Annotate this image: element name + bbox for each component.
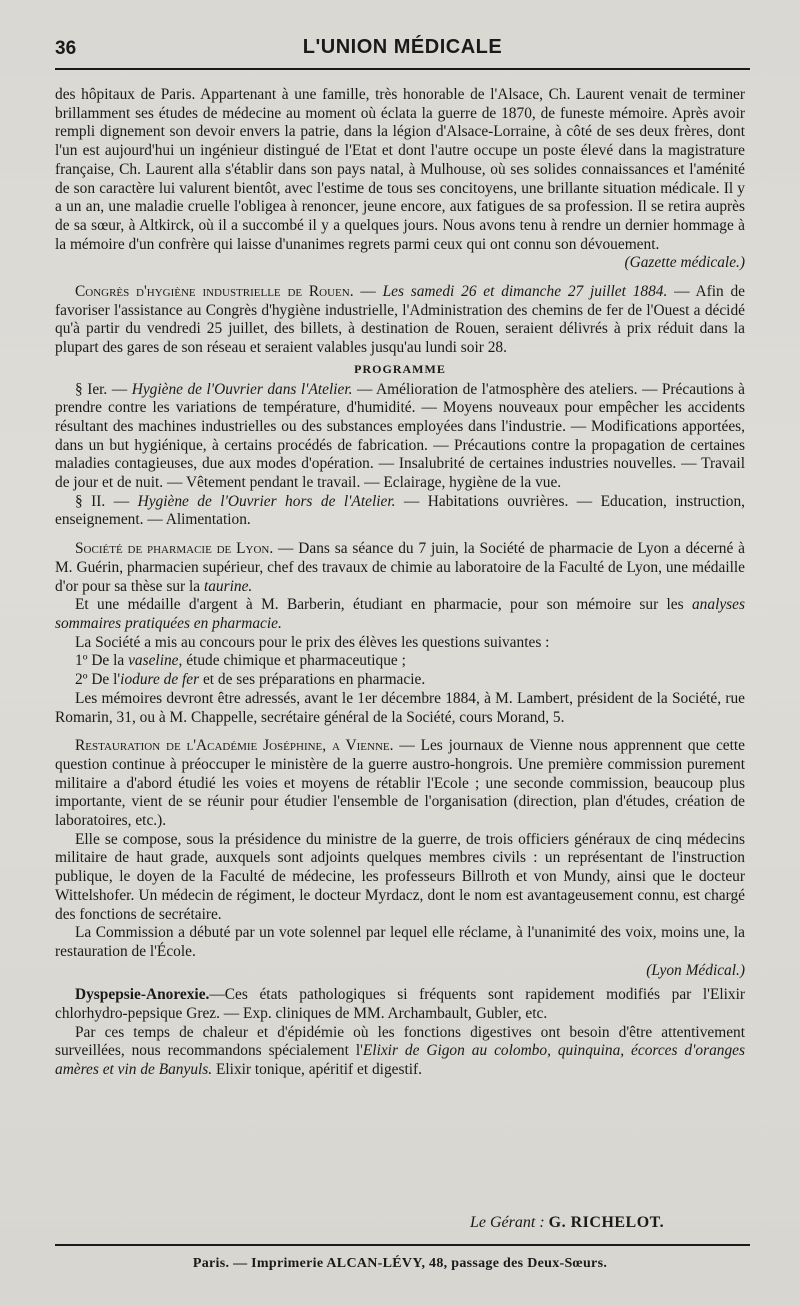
- section-2-body: — Habitations ouvrières. — Education, instruction, enseignement. — Alimentation.: [55, 492, 745, 529]
- q2-italic: iodure de fer: [120, 671, 200, 689]
- q2-rest: et de ses préparations en pharmacie.: [199, 671, 426, 689]
- lyon-p1: — Dans sa séance du 7 juin, la Société de pharmacie de Lyon a décerné à M. Guérin, pharmacien supérieur, chef des travaux de chimie au laboratoire de la Faculté de Lyon, une médaille d'or pour sa thèse sur la: [55, 540, 745, 595]
- obituary-citation: (Gazette médicale.): [624, 254, 745, 272]
- lyon-question-1: [55, 652, 745, 671]
- section-2-mark: § II.: [75, 492, 106, 510]
- gerant-signature: [470, 1214, 664, 1232]
- section-1: § Ier. — Hygiène de l'Ouvrier dans l'Atelier. — Amélioration de l'atmosphère des ateliers. — Précautions à prendre contre les variations de température, d'humidité. — Moyens nouveaux pour empêcher les accidents résultant des machines industrielles ou des substances employées dans l'industrie. — Modifications apportées, dans un but hygiénique, à certains procédés de fabrication. — Précautions contre la propagation de certaines maladies contagieuses, due aux modes d'opération. — Insalubrité de certaines industries nouvelles. — Travail de jour et de nuit. — Vêtement pendant le travail. — Eclairage, hygiène de la vue.: [55, 380, 746, 492]
- dyspepsie-heading: Dyspepsie-Anorexie.: [75, 986, 210, 1004]
- footer-rule: [55, 1244, 750, 1246]
- q1-rest: , étude chimique et pharmaceutique ;: [178, 652, 406, 670]
- running-title: L'UNION MÉDICALE: [302, 36, 503, 58]
- dyspepsie-p2: Par ces temps de chaleur et d'épidémie où les fonctions digestives ont besoin d'être attentivement surveillées, nous recommandons spécialement l': [55, 1023, 745, 1060]
- dyspepsie-p1: —Ces états pathologiques si fréquents sont rapidement modifiés par l'Elixir chlorhydro-pepsique Grez. — Exp. cliniques de MM. Archambault, Gubler, etc.: [55, 986, 745, 1023]
- dyspepsie-p2-rest: Elixir tonique, apéritif et digestif.: [212, 1061, 422, 1079]
- lyon-heading: Société de pharmacie de Lyon.: [75, 540, 274, 558]
- lyon-paragraph-2: [55, 596, 745, 633]
- gerant-name: G. RICHELOT.: [548, 1214, 665, 1231]
- programme-heading: PROGRAMME: [354, 361, 446, 376]
- vienne-paragraph-2: Elle se compose, sous la présidence du ministre de la guerre, de trois officiers généraux de cinq médecins militaire de haut grade, auxquels sont adjoints quelques membres civils : un représentant de l'instruction publique, le doyen de la Faculté de médecine, les professeurs Billroth et von Mundy, ainsi que le docteur Wittelshofer. Un médecin de régiment, le docteur Myrdacz, dont le nom est avantageusement connu, est chargé des fonctions de secrétaire.: [55, 830, 745, 923]
- section-1-title: Hygiène de l'Ouvrier dans l'Atelier.: [131, 380, 353, 398]
- q1-number: 1º De la: [75, 652, 129, 670]
- congres-date: Les samedi 26 et dimanche 27 juillet 1884.: [382, 283, 668, 301]
- section-2-title: Hygiène de l'Ouvrier hors de l'Atelier.: [137, 492, 396, 510]
- congres-body: — Afin de favoriser l'assistance au Congrès d'hygiène industrielle, l'Administration des chemins de fer de l'Ouest a décidé qu'à partir du vendredi 25 juillet, des billets, à destination de Rouen, seraient délivrés à prix réduit dans la plupart des gares de son réseau et seraient valables jusqu'au lundi soir 28.: [55, 283, 745, 357]
- dyspepsie-p2-italic: Elixir de Gigon au colombo, quinquina, écorces d'oranges amères et vin de Banyuls.: [55, 1042, 745, 1079]
- dyspepsie-paragraph-2: [55, 1024, 745, 1080]
- imprint-line: Paris. — Imprimerie ALCAN-LÉVY, 48, passage des Deux-Sœurs.: [192, 1256, 608, 1271]
- congres-heading: Congrès d'hygiène industrielle de Rouen.: [75, 283, 354, 301]
- vienne-heading: Restauration de l'Académie Joséphine, a Vienne.: [75, 737, 394, 755]
- section-1-body: — Amélioration de l'atmosphère des ateliers. — Précautions à prendre contre les variations de température, d'humidité. — Moyens nouveaux pour empêcher les accidents résultant des machines industrielles ou des substances employées dans l'industrie. — Modifications apportées, dans un but hygiénique, à certains procédés de fabrication. — Précautions contre la propagation de certaines maladies contagieuses, due aux modes d'opération. — Insalubrité de certaines industries nouvelles. — Travail de jour et de nuit. — Vêtement pendant le travail. — Eclairage, hygiène de la vue.: [55, 380, 746, 492]
- lyon-p2: Et une médaille d'argent à M. Barberin, étudiant en pharmacie, pour son mémoire sur les: [75, 596, 692, 614]
- vienne-paragraph-3: La Commission a débuté par un vote solennel par lequel elle réclame, à l'unanimité des voix, moins une, la restauration de l'École.: [55, 924, 745, 960]
- page-header: [55, 36, 750, 64]
- q2-number: 2º De l': [75, 671, 121, 689]
- lyon-question-2: [55, 671, 745, 690]
- obituary-paragraph: des hôpitaux de Paris. Appartenant à une famille, très honorable de l'Alsace, Ch. Laurent venait de terminer brillamment ses études de médecine au moment où éclata la guerre de 1870, de funeste mémoire. Après avoir rempli dignement son devoir envers la patrie, dans la légion d'Alsace-Lorraine, à côté de ses deux frères, dont l'un est aujourd'hui un ingénieur distingué de l'Etat et dont l'autre occupe un poste élevé dans la magistrature française, Ch. Laurent alla s'établir dans son pays natal, à Mulhouse, où ses solides connaissances et l'aménité de son caractère lui valurent bientôt, avec l'estime de tous ses concitoyens, une brillante situation médicale. Il y a un an, une maladie cruelle l'obligea à renoncer, jeune encore, aux fatigues de sa profession. Il se retira auprès de sa sœur, à Altkirck, où il a succombé il y a quelques jours. Nous avons tenu à rendre un dernier hommage à la mémoire d'un confrère qui laisse d'unanimes regrets parmi ceux qui ont connu son dévouement.: [55, 86, 745, 253]
- congres-dash: —: [353, 283, 383, 301]
- page-content: [55, 86, 745, 1080]
- congres-paragraph: [55, 283, 745, 358]
- gerant-label: Le Gérant :: [470, 1214, 545, 1231]
- section-2: § II. — Hygiène de l'Ouvrier hors de l'Atelier. — Habitations ouvrières. — Education, instruction, enseignement. — Alimentation.: [55, 492, 745, 529]
- lyon-paragraph-4: Les mémoires devront être adressés, avant le 1er décembre 1884, à M. Lambert, président de la Société, rue Romarin, 31, ou à M. Chappelle, secrétaire général de la Société, cours Morand, 5.: [55, 689, 745, 726]
- vienne-paragraph-1: [55, 737, 745, 831]
- lyon-p1-italic: taurine.: [203, 577, 253, 595]
- vienne-p1: — Les journaux de Vienne nous apprennent que cette question continue à préoccuper le ministère de la guerre austro-hongrois. Une première commission purement militaire a d'abord étudié les voies et moyens de rétablir l'Ecole ; une seconde commission, beaucoup plus importante, vient de se réunir pour étudier l'ensemble de l'organisation (direction, plan d'études, création de laboratoires, etc.).: [55, 737, 745, 830]
- q1-italic: vaseline: [128, 652, 179, 670]
- page-number: 36: [55, 38, 77, 59]
- section-1-mark: § Ier.: [75, 380, 108, 398]
- lyon-p2-italic: analyses sommaires pratiquées en pharmacie.: [55, 596, 745, 632]
- lyon-paragraph-1: [55, 540, 745, 596]
- header-rule: [55, 68, 750, 70]
- vienne-citation: (Lyon Médical.): [646, 961, 745, 979]
- dyspepsie-paragraph-1: [55, 986, 745, 1023]
- lyon-paragraph-3: La Société a mis au concours pour le prix des élèves les questions suivantes :: [75, 633, 550, 651]
